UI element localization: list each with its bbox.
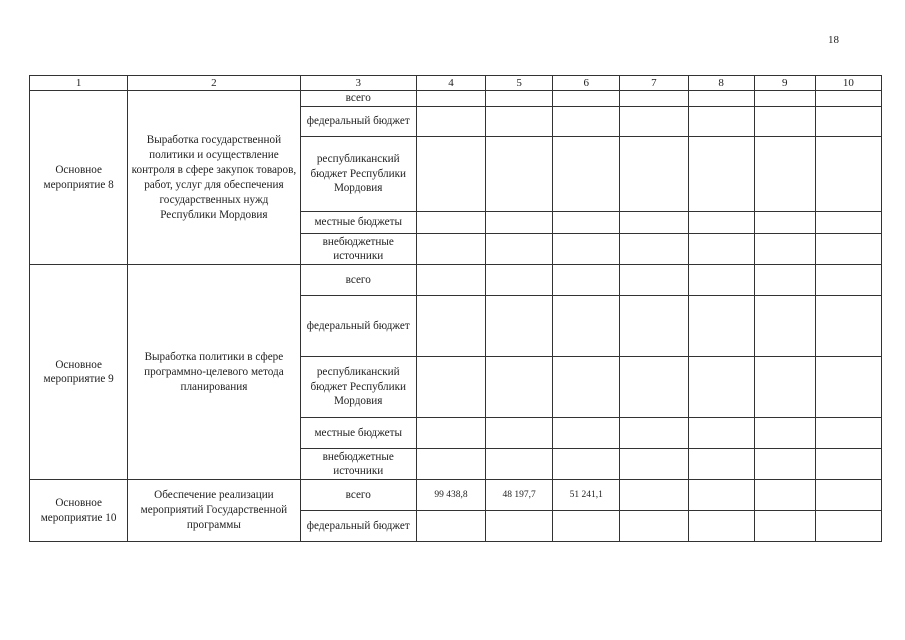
value-cell: 48 197,7	[486, 480, 553, 511]
value-cell	[688, 449, 754, 480]
value-cell	[416, 137, 485, 212]
value-cell	[815, 449, 881, 480]
value-cell	[620, 480, 688, 511]
table-row	[30, 265, 882, 296]
value-cell	[416, 418, 485, 449]
value-cell	[620, 357, 688, 418]
source-cell: республиканский бюджет Республики Мордовия	[300, 137, 416, 212]
value-cell	[553, 449, 620, 480]
value-cell	[486, 511, 553, 542]
value-cell	[688, 107, 754, 137]
description-cell: Выработка государственной политики и осуществление контроля в сфере закупок товаров, работ, услуг для обеспечения государственных нужд Республики Мордовия	[128, 91, 300, 265]
value-cell	[688, 357, 754, 418]
value-cell	[620, 418, 688, 449]
value-cell	[754, 137, 815, 212]
value-cell	[553, 91, 620, 107]
table-row	[30, 91, 882, 107]
header-cell: 4	[416, 76, 485, 91]
value-cell	[620, 137, 688, 212]
value-cell: 99 438,8	[416, 480, 485, 511]
value-cell	[486, 91, 553, 107]
value-cell	[620, 212, 688, 234]
event-cell: Основное мероприятие 9	[30, 265, 128, 480]
source-cell: внебюджетные источники	[300, 449, 416, 480]
value-cell	[486, 234, 553, 265]
value-cell	[754, 511, 815, 542]
value-cell	[620, 107, 688, 137]
source-cell: республиканский бюджет Республики Мордовия	[300, 357, 416, 418]
source-cell: всего	[300, 265, 416, 296]
value-cell	[553, 296, 620, 357]
description-cell: Обеспечение реализации мероприятий Государственной программы	[128, 480, 300, 542]
value-cell	[486, 265, 553, 296]
value-cell	[815, 107, 881, 137]
event-cell: Основное мероприятие 10	[30, 480, 128, 542]
value-cell	[815, 137, 881, 212]
value-cell	[688, 265, 754, 296]
value-cell	[815, 480, 881, 511]
value-cell	[620, 91, 688, 107]
value-cell	[416, 449, 485, 480]
header-cell: 9	[754, 76, 815, 91]
value-cell	[815, 511, 881, 542]
value-cell	[553, 511, 620, 542]
header-cell: 6	[553, 76, 620, 91]
value-cell	[688, 418, 754, 449]
funding-table	[29, 75, 882, 542]
value-cell	[688, 296, 754, 357]
value-cell	[416, 357, 485, 418]
source-cell: всего	[300, 91, 416, 107]
source-cell: федеральный бюджет	[300, 107, 416, 137]
value-cell	[486, 449, 553, 480]
value-cell: 51 241,1	[553, 480, 620, 511]
source-cell: местные бюджеты	[300, 418, 416, 449]
value-cell	[754, 357, 815, 418]
value-cell	[486, 296, 553, 357]
value-cell	[620, 265, 688, 296]
event-cell: Основное мероприятие 8	[30, 91, 128, 265]
value-cell	[754, 91, 815, 107]
value-cell	[754, 107, 815, 137]
value-cell	[553, 212, 620, 234]
value-cell	[688, 234, 754, 265]
value-cell	[416, 107, 485, 137]
value-cell	[754, 234, 815, 265]
value-cell	[620, 511, 688, 542]
source-cell: федеральный бюджет	[300, 511, 416, 542]
source-cell: внебюджетные источники	[300, 234, 416, 265]
value-cell	[553, 234, 620, 265]
header-cell: 8	[688, 76, 754, 91]
value-cell	[416, 265, 485, 296]
value-cell	[486, 107, 553, 137]
header-cell: 3	[300, 76, 416, 91]
value-cell	[486, 212, 553, 234]
value-cell	[416, 511, 485, 542]
value-cell	[754, 449, 815, 480]
value-cell	[486, 137, 553, 212]
value-cell	[688, 212, 754, 234]
value-cell	[416, 91, 485, 107]
page-number: 18	[828, 34, 839, 46]
value-cell	[553, 357, 620, 418]
header-cell: 5	[486, 76, 553, 91]
value-cell	[815, 296, 881, 357]
header-cell: 1	[30, 76, 128, 91]
value-cell	[553, 107, 620, 137]
header-cell: 10	[815, 76, 881, 91]
value-cell	[620, 449, 688, 480]
header-row	[30, 76, 882, 91]
header-cell: 7	[620, 76, 688, 91]
value-cell	[754, 480, 815, 511]
value-cell	[815, 91, 881, 107]
value-cell	[815, 265, 881, 296]
value-cell	[486, 357, 553, 418]
value-cell	[815, 418, 881, 449]
value-cell	[620, 296, 688, 357]
source-cell: всего	[300, 480, 416, 511]
value-cell	[553, 265, 620, 296]
value-cell	[754, 265, 815, 296]
source-cell: федеральный бюджет	[300, 296, 416, 357]
value-cell	[688, 480, 754, 511]
value-cell	[620, 234, 688, 265]
value-cell	[486, 418, 553, 449]
value-cell	[416, 234, 485, 265]
value-cell	[754, 418, 815, 449]
header-cell: 2	[128, 76, 300, 91]
value-cell	[553, 418, 620, 449]
table-row	[30, 480, 882, 511]
value-cell	[754, 212, 815, 234]
value-cell	[688, 511, 754, 542]
description-cell: Выработка политики в сфере программно-целевого метода планирования	[128, 265, 300, 480]
value-cell	[416, 212, 485, 234]
value-cell	[688, 137, 754, 212]
value-cell	[815, 234, 881, 265]
value-cell	[815, 357, 881, 418]
value-cell	[416, 296, 485, 357]
value-cell	[815, 212, 881, 234]
source-cell: местные бюджеты	[300, 212, 416, 234]
value-cell	[754, 296, 815, 357]
value-cell	[688, 91, 754, 107]
value-cell	[553, 137, 620, 212]
